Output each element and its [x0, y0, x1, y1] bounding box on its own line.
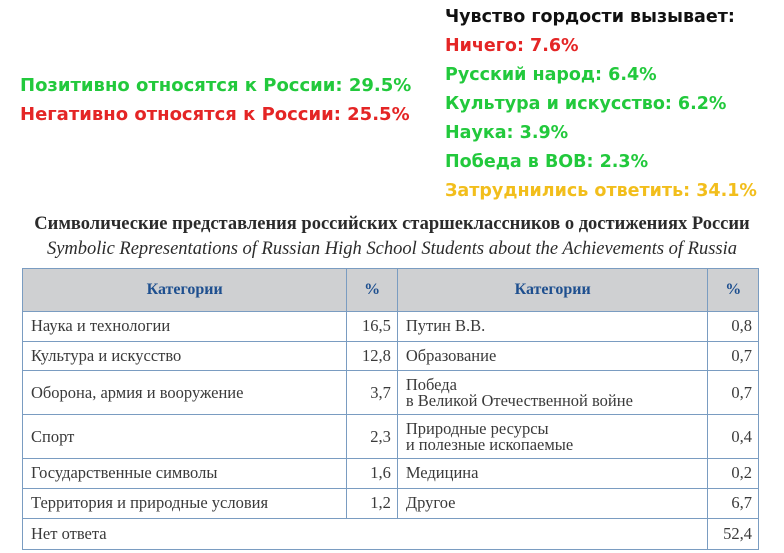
percent-right-cell: 0,8 — [708, 312, 759, 342]
percent-right-cell: 0,7 — [708, 341, 759, 371]
percent-right-cell: 6,7 — [708, 488, 759, 519]
category-left-cell: Оборона, армия и вооружение — [23, 371, 347, 415]
category-right-line: Образование — [405, 345, 497, 365]
header-categories-right: Категории — [397, 269, 708, 312]
percent-left-cell: 2,3 — [347, 415, 398, 459]
attitude-annotations — [20, 71, 411, 129]
table-row — [23, 459, 759, 489]
table-row — [23, 415, 759, 459]
percent-right-cell: 0,7 — [708, 371, 759, 415]
category-right-line: Другое — [405, 493, 456, 513]
category-left-cell: Наука и технологии — [23, 312, 347, 342]
category-right-line: и полезные ископаемые — [405, 434, 574, 454]
category-right-cell — [397, 341, 708, 371]
table-header-row — [23, 269, 759, 312]
percent-right-cell: 0,2 — [708, 459, 759, 489]
table-row — [23, 371, 759, 415]
category-left-cell: Государственные символы — [23, 459, 347, 489]
table-footer-row — [23, 519, 759, 550]
percent-left-cell: 16,5 — [347, 312, 398, 342]
category-left-cell: Спорт — [23, 415, 347, 459]
table-caption-russian: Символические представления российских старшеклассников о достижениях России — [34, 214, 750, 234]
header-categories-left: Категории — [23, 269, 347, 312]
category-right-line: Медицина — [405, 463, 479, 483]
table-row — [23, 312, 759, 342]
category-right-cell — [397, 312, 708, 342]
category-left-cell: Культура и искусство — [23, 341, 347, 371]
pride-item: Наука: 3.9% — [445, 123, 569, 143]
category-right-line: Победа — [405, 374, 457, 394]
table-caption-english: Symbolic Representations of Russian High School Students about the Achievements of Russia — [46, 239, 738, 259]
pride-item: Русский народ: 6.4% — [445, 65, 657, 85]
percent-right-cell: 0,4 — [708, 415, 759, 459]
percent-left-cell: 1,6 — [347, 459, 398, 489]
header-percent-right: % — [708, 269, 759, 312]
achievements-table — [22, 268, 759, 550]
percent-left-cell: 3,7 — [347, 371, 398, 415]
pride-item: Культура и искусство: 6.2% — [445, 94, 727, 114]
category-right-cell — [397, 488, 708, 519]
category-right-cell — [397, 459, 708, 489]
no-answer-label: Нет ответа — [23, 519, 708, 550]
header-percent-left: % — [347, 269, 398, 312]
pride-annotations — [445, 3, 757, 206]
pride-list — [445, 32, 757, 206]
percent-left-cell: 1,2 — [347, 488, 398, 519]
pride-item: Затруднились ответить: 34.1% — [445, 181, 757, 201]
no-answer-percent: 52,4 — [708, 519, 759, 550]
category-left-cell: Территория и природные условия — [23, 488, 347, 519]
table-row — [23, 488, 759, 519]
pride-item: Победа в ВОВ: 2.3% — [445, 152, 649, 172]
pride-heading: Чувство гордости вызывает: — [445, 7, 735, 27]
table-row — [23, 341, 759, 371]
category-right-line: в Великой Отечественной войне — [405, 390, 633, 410]
positive-attitude-text: Позитивно относятся к России: 29.5% — [20, 75, 412, 96]
pride-item: Ничего: 7.6% — [445, 36, 579, 56]
negative-attitude-text: Негативно относятся к России: 25.5% — [20, 104, 410, 125]
category-right-line: Путин В.В. — [405, 316, 486, 336]
percent-left-cell: 12,8 — [347, 341, 398, 371]
category-right-cell — [397, 371, 708, 415]
category-right-cell — [397, 415, 708, 459]
category-right-line: Природные ресурсы — [405, 418, 549, 438]
